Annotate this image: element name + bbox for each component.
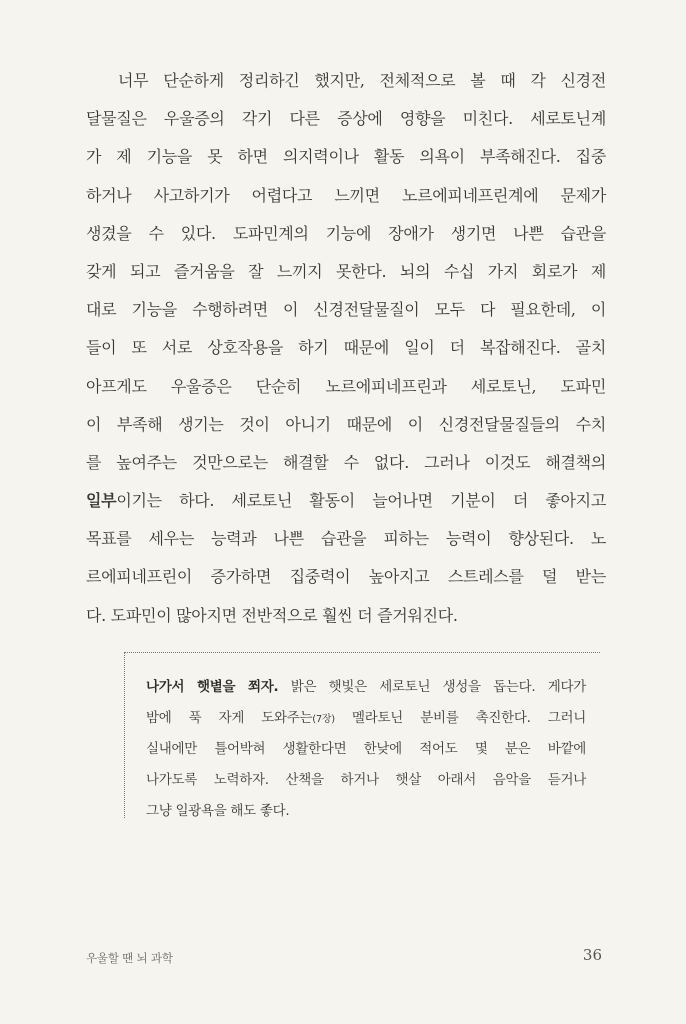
tip-line [146, 703, 586, 734]
body-line: 르에피네프린이 증가하면 집중력이 높아지고 스트레스를 덜 받는 [86, 567, 606, 587]
tip-line: 그냥 일광욕을 해도 좋다. [146, 803, 290, 819]
body-line: 하거나 사고하기가 어렵다고 느끼면 노르에피네프린계에 문제가 [86, 185, 606, 205]
body-line: 목표를 세우는 능력과 나쁜 습관을 피하는 능력이 향상된다. 노 [86, 529, 606, 549]
tip-text [146, 672, 586, 827]
body-line: 이 부족해 생기는 것이 아니기 때문에 이 신경전달물질들의 수치 [86, 414, 606, 434]
body-line: 대로 기능을 수행하려면 이 신경전달물질이 모두 다 필요한데, 이 [86, 300, 606, 320]
tip-line [146, 672, 586, 703]
body-line: 다. 도파민이 많아지면 전반적으로 훨씬 더 즐거워진다. [86, 605, 458, 625]
bold-term: 일부 [86, 491, 117, 511]
page-number: 36 [582, 946, 602, 964]
tip-line: 실내에만 틀어박혀 생활한다면 한낮에 적어도 몇 분은 바깥에 [146, 741, 586, 757]
body-line: 갖게 되고 즐거움을 잘 느끼지 못한다. 뇌의 수십 가지 회로가 제 [86, 261, 606, 281]
running-footer-title: 우울할 땐 뇌 과학 [86, 951, 173, 965]
chapter-reference: (7장) [312, 714, 335, 725]
tip-title: 나가서 햇볕을 쬐자. [146, 679, 279, 695]
body-line-rest: 이기는 하다. 세로토닌 활동이 늘어나면 기분이 더 좋아지고 [116, 491, 606, 511]
body-line: 를 높여주는 것만으로는 해결할 수 없다. 그러나 이것도 해결책의 [86, 452, 606, 472]
body-line: 달물질은 우울증의 각기 다른 증상에 영향을 미친다. 세로토닌계 [86, 109, 606, 129]
body-line: 들이 또 서로 상호작용을 하기 때문에 일이 더 복잡해진다. 골치 [86, 338, 606, 358]
body-line: 가 제 기능을 못 하면 의지력이나 활동 의욕이 부족해진다. 집중 [86, 147, 606, 167]
body-text [86, 62, 606, 635]
tip-line: 나가도록 노력하자. 산책을 하거나 햇살 아래서 음악을 듣거나 [146, 772, 586, 788]
body-line: 생겼을 수 있다. 도파민계의 기능에 장애가 생기면 나쁜 습관을 [86, 223, 606, 243]
tip-border-left [124, 652, 125, 818]
tip-line-rest: 밝은 햇빛은 세로토닌 생성을 돕는다. 게다가 [278, 679, 587, 695]
tip-line-post: 멜라토닌 분비를 촉진한다. 그러니 [334, 710, 586, 726]
tip-box [124, 652, 600, 819]
body-line: 너무 단순하게 정리하긴 했지만, 전체적으로 볼 때 각 신경전 [118, 71, 606, 90]
tip-border-top [124, 652, 600, 653]
body-line [86, 482, 606, 520]
body-line: 아프게도 우울증은 단순히 노르에피네프린과 세로토닌, 도파민 [86, 376, 606, 396]
tip-line-pre: 밤에 푹 자게 도와주는 [146, 710, 313, 726]
